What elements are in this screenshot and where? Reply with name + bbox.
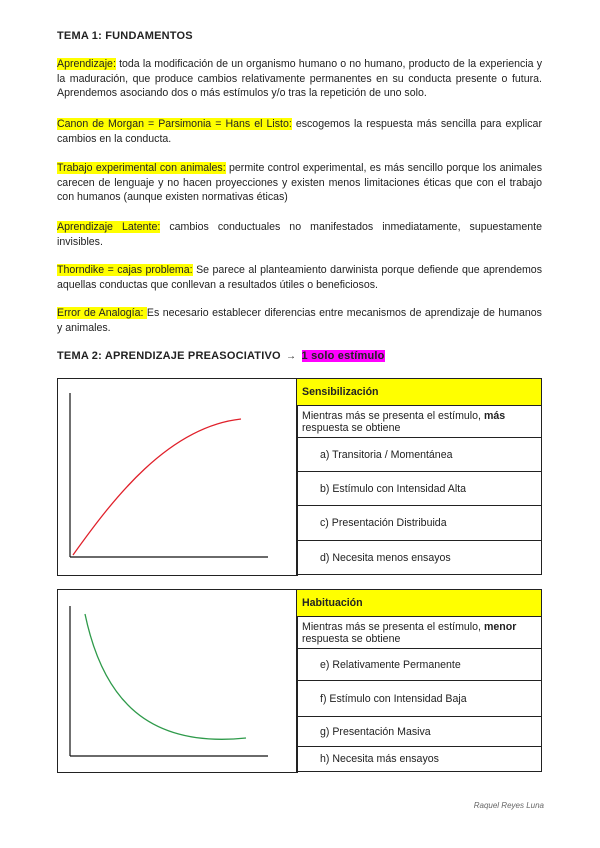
- term-aprendizaje: Aprendizaje:: [57, 58, 116, 70]
- tema2-title: TEMA 2: APRENDIZAJE PREASOCIATIVO: [57, 350, 281, 362]
- desc-text: Mientras más se presenta el estímulo,: [302, 409, 484, 422]
- list-item: c) Presentación Distribuida: [297, 506, 542, 541]
- sensibilizacion-heading: Sensibilización: [297, 379, 542, 406]
- definition-text: escogemos la respuesta más sencilla para explicar cambios en la conducta.: [57, 118, 542, 145]
- paragraph-trabajo-experimental: [57, 161, 542, 205]
- tema2-title-line: [57, 350, 385, 362]
- habituacion-description: [297, 617, 542, 649]
- habituacion-chart: [57, 589, 298, 773]
- list-item: f) Estímulo con Intensidad Baja: [297, 681, 542, 717]
- list-item: a) Transitoria / Momentánea: [297, 438, 542, 472]
- habituacion-heading: Habituación: [297, 590, 542, 617]
- term-canon-morgan: Canon de Morgan = Parsimonia = Hans el Listo:: [57, 118, 292, 130]
- list-item: g) Presentación Masiva: [297, 717, 542, 747]
- paragraph-aprendizaje-latente: [57, 220, 542, 249]
- paragraph-canon-morgan: [57, 117, 542, 146]
- definition-text: Es necesario establecer diferencias entre mecanismos de aprendizaje de humanos y animales.: [57, 307, 542, 334]
- term-trabajo-experimental: Trabajo experimental con animales:: [57, 162, 226, 174]
- list-item: d) Necesita menos ensayos: [297, 541, 542, 575]
- desc-text: respuesta se obtiene: [302, 421, 401, 434]
- list-item: e) Relativamente Permanente: [297, 649, 542, 681]
- sensibilizacion-curve-plot: [58, 379, 297, 575]
- desc-text: respuesta se obtiene: [302, 632, 401, 645]
- habituacion-curve-plot: [58, 590, 297, 772]
- footer-author: Raquel Reyes Luna: [473, 801, 544, 810]
- desc-bold: menor: [483, 620, 517, 633]
- list-item: b) Estímulo con Intensidad Alta: [297, 472, 542, 506]
- sensibilizacion-table: [296, 378, 542, 575]
- desc-text: Mientras más se presenta el estímulo,: [302, 620, 484, 633]
- paragraph-thorndike: [57, 263, 542, 292]
- definition-text: permite control experimental, es más sencillo porque los animales carecen de lenguaje y no hacen proyecciones y existen menos limitaciones éticas que con el trabajo con humanos (aunque existen normativas éticas): [57, 162, 542, 203]
- arrow-icon: →: [286, 351, 297, 362]
- definition-text: cambios conductuales no manifestados inmediatamente, supuestamente invisibles.: [57, 221, 543, 248]
- paragraph-error-analogia: [57, 306, 542, 335]
- term-thorndike: Thorndike = cajas problema:: [57, 264, 193, 276]
- sensibilizacion-description: [297, 406, 542, 438]
- term-aprendizaje-latente: Aprendizaje Latente:: [57, 221, 161, 233]
- term-error-analogia: Error de Analogía:: [57, 307, 147, 319]
- definition-text: Se parece al planteamiento darwinista porque defiende que aprendemos aquellas conductas que conllevan a resultados útiles o beneficiosos.: [57, 264, 542, 291]
- habituacion-table: [296, 589, 542, 772]
- list-item: h) Necesita más ensayos: [297, 747, 542, 772]
- paragraph-aprendizaje: [57, 57, 542, 101]
- sensibilizacion-chart: [57, 378, 298, 576]
- definition-text: toda la modificación de un organismo humano o no humano, producto de la experiencia y la maduración, que produce cambios relativamente permanentes en su conducta presente o futura. Aprendemos asociando dos o más estímulos y/o tras la repetición de uno solo.: [57, 58, 542, 99]
- tema1-title: TEMA 1: FUNDAMENTOS: [57, 30, 193, 42]
- tema2-highlight: 1 solo estímulo: [301, 350, 385, 362]
- desc-bold: más: [483, 409, 506, 422]
- habituacion-curve: [85, 614, 246, 739]
- sensibilizacion-curve: [73, 419, 241, 555]
